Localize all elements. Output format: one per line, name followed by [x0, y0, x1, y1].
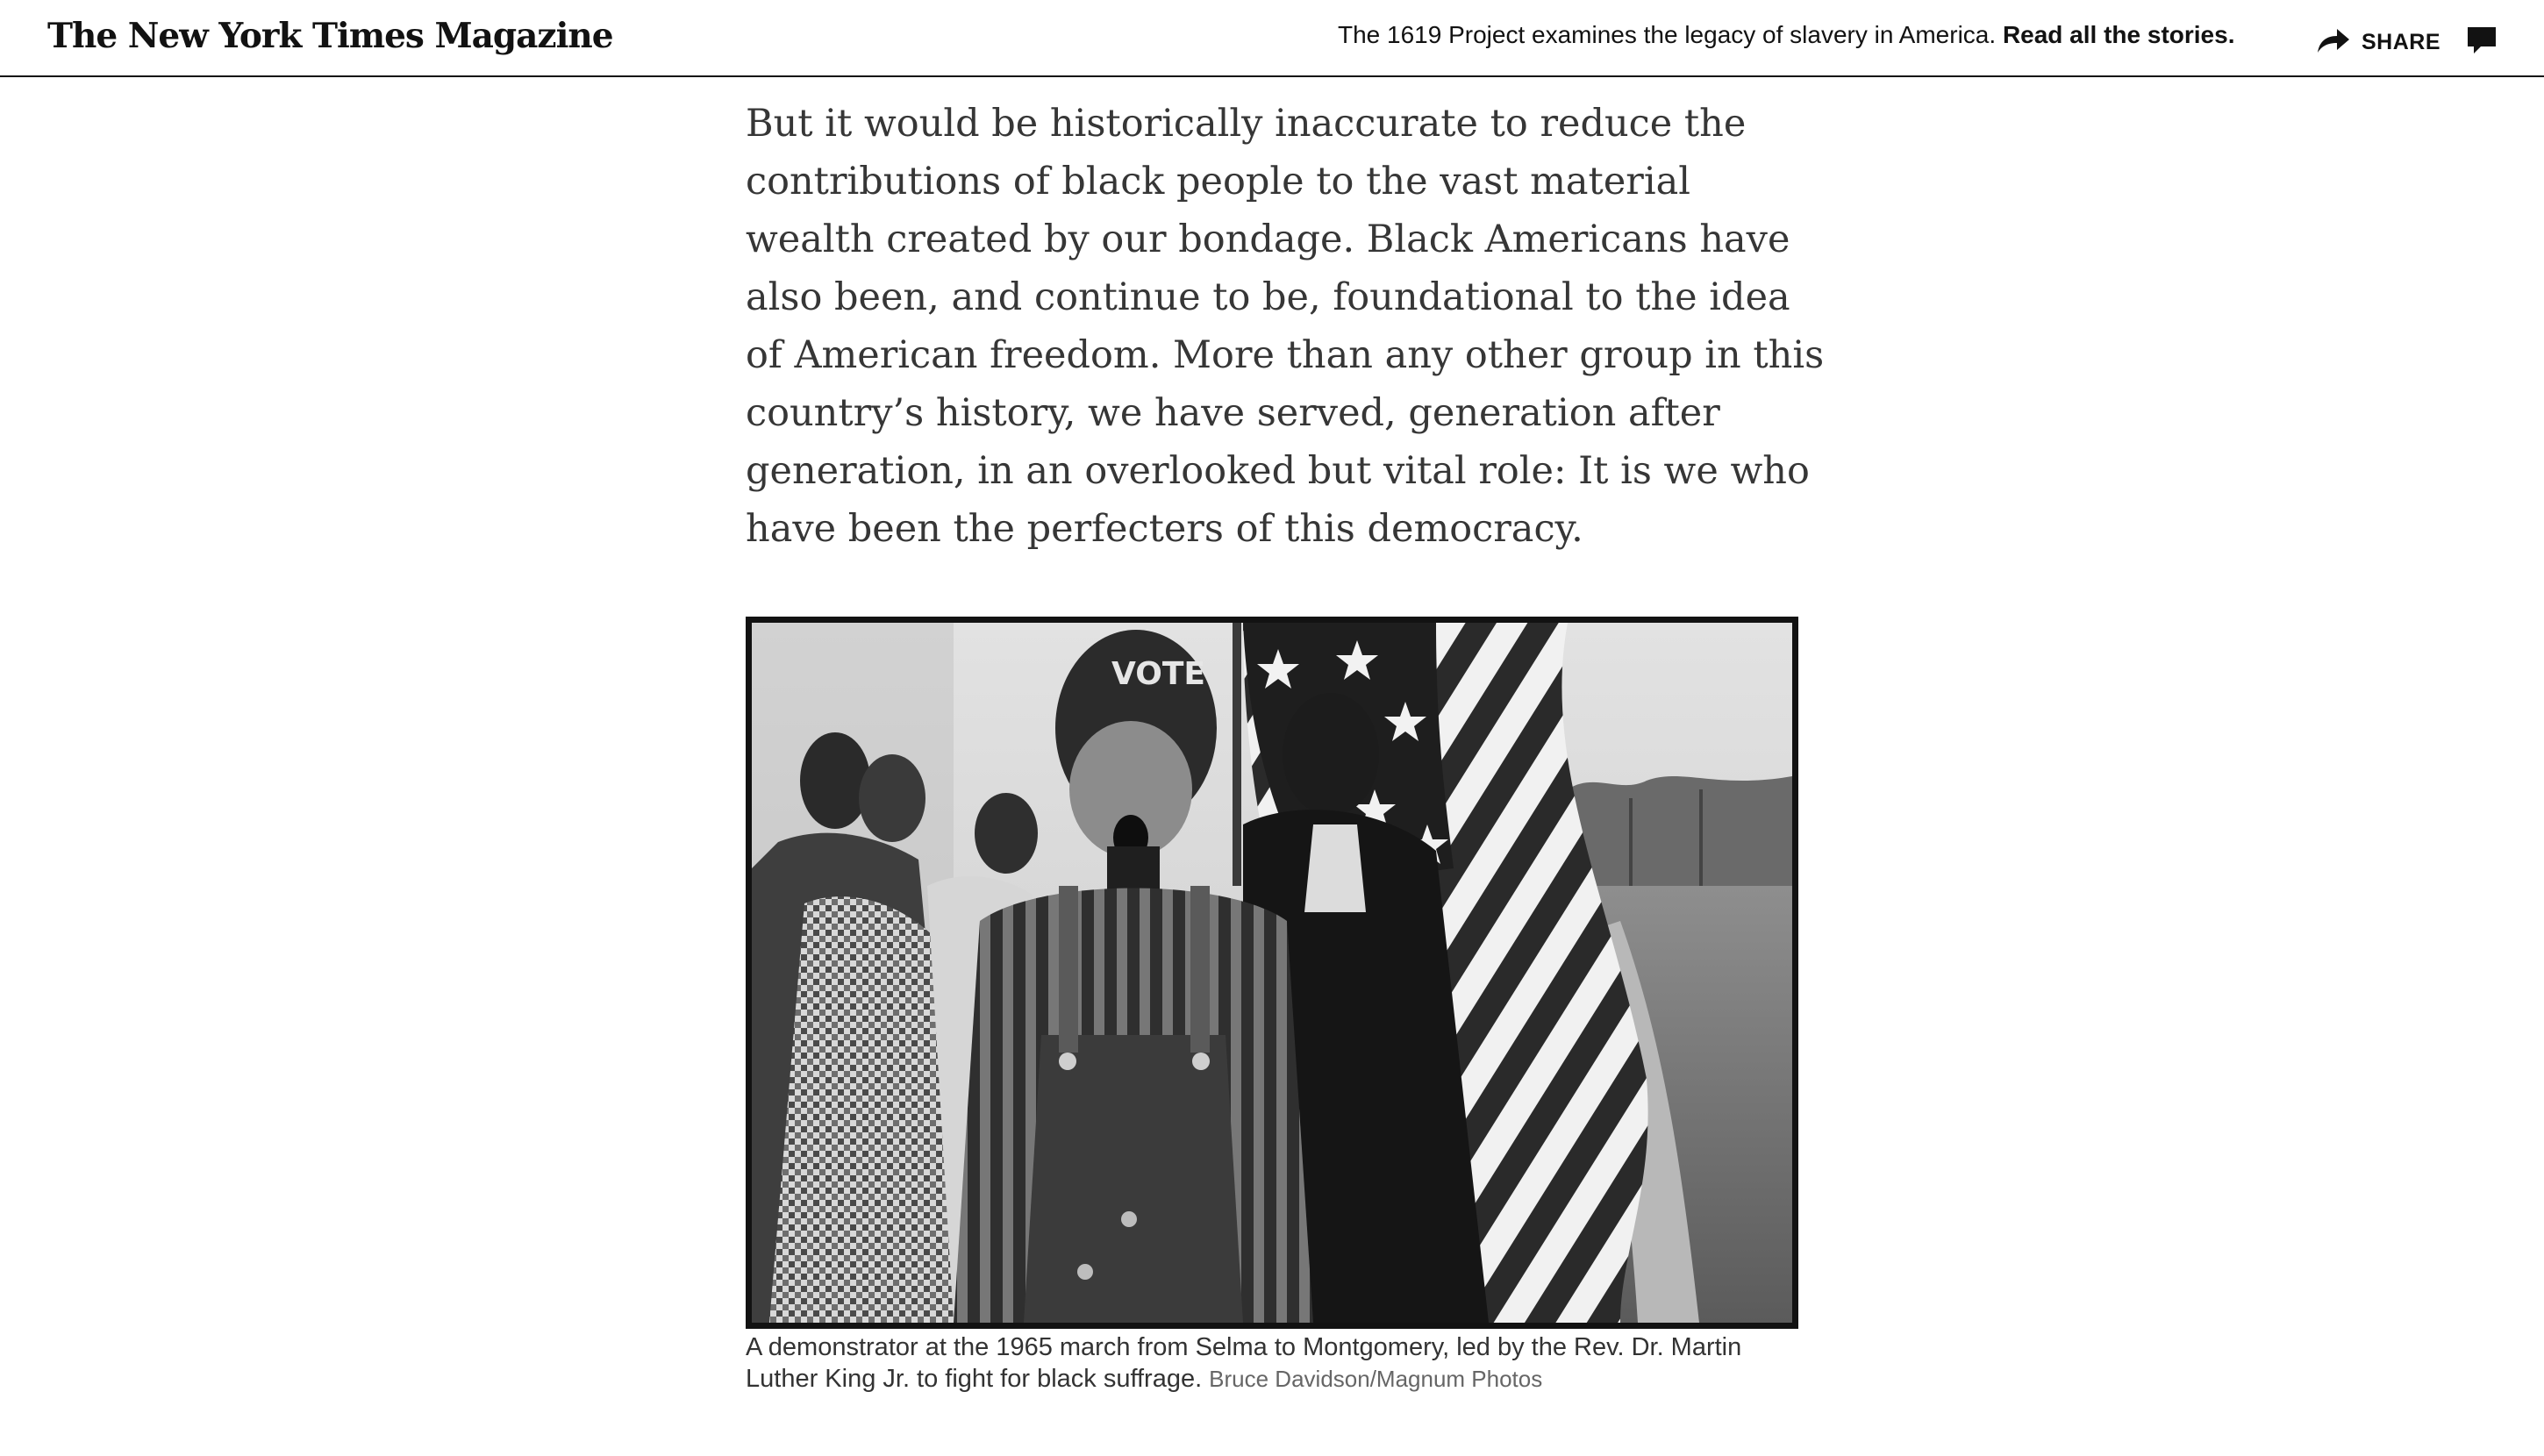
share-button[interactable] [2316, 25, 2440, 60]
article-paragraph: But it would be historically inaccurate to reduce the contributions of black people to the vast material wealth created by our bondage. Black Americans have also been, and continue to be, foundational to the idea of American freedom. More than any other group in this country’s history, we have served, generation after generation, in an overlooked but vital role: It is we who have been the perfecters of this democracy. [746, 102, 1825, 551]
article-photo [746, 617, 1798, 1329]
vote-text: VOTE [1111, 656, 1205, 692]
share-label: SHARE [2362, 29, 2441, 54]
promo-banner [1338, 21, 2234, 49]
article-body [746, 95, 1825, 558]
publication-logo[interactable]: The New York Times Magazine [47, 16, 613, 56]
top-bar [0, 0, 2544, 77]
photo-illustration [752, 623, 1792, 1323]
comments-button[interactable] [2467, 26, 2497, 59]
photo-caption [746, 1331, 1807, 1395]
caption-text: A demonstrator at the 1965 march from Selma to Montgomery, led by the Rev. Dr. Martin Luther King Jr. to fight for black suffrage. [746, 1333, 1742, 1393]
share-arrow-icon [2316, 27, 2351, 58]
promo-text: The 1619 Project examines the legacy of slavery in America. [1338, 21, 1997, 48]
promo-link[interactable]: Read all the stories. [2002, 21, 2235, 48]
photo-credit: Bruce Davidson/Magnum Photos [1209, 1366, 1543, 1392]
comment-bubble-icon [2467, 43, 2497, 58]
